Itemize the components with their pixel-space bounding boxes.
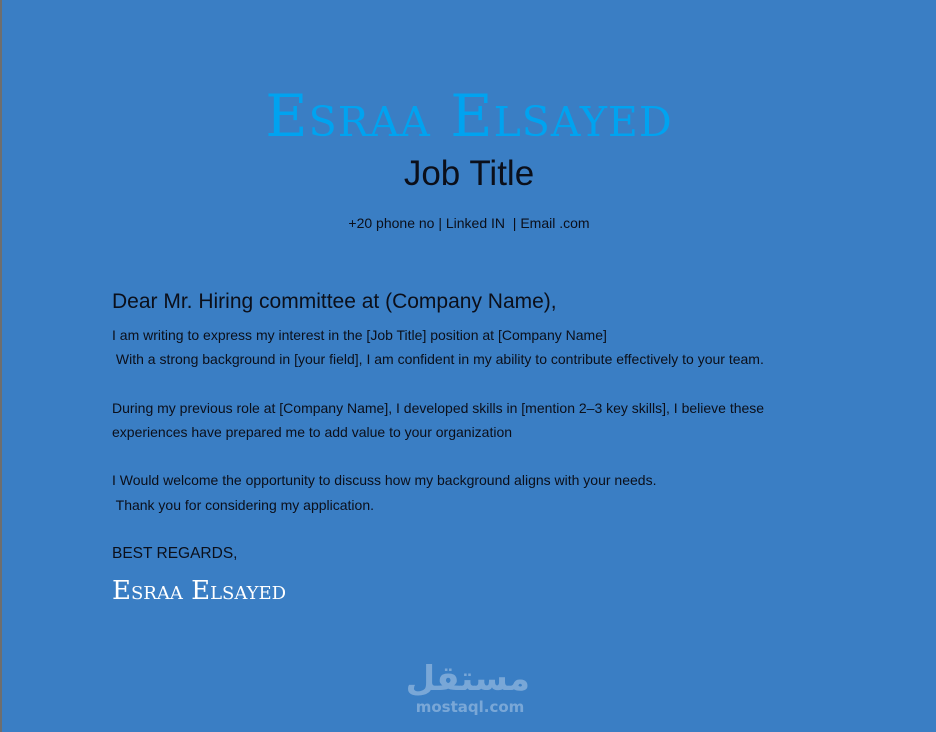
watermark-site: mostaql.com bbox=[415, 698, 525, 716]
job-title: Job Title bbox=[403, 154, 535, 193]
mostaql-watermark bbox=[405, 659, 530, 716]
body-line-4: experiences have prepared me to add value to your organization bbox=[112, 424, 513, 440]
body-line-6: Thank you for considering my application. bbox=[112, 497, 374, 513]
letter-greeting: Dear Mr. Hiring committee at (Company Name), bbox=[112, 290, 557, 313]
applicant-name: Esraa Elsayed bbox=[265, 82, 673, 150]
signature-name: Esraa Elsayed bbox=[112, 576, 287, 606]
watermark-logo: مستقل bbox=[405, 659, 530, 699]
body-line-5: I Would welcome the opportunity to discuss how my background aligns with your needs. bbox=[112, 472, 657, 488]
body-line-2: With a strong background in [your field], I am confident in my ability to contribute effectively to your team. bbox=[112, 351, 764, 367]
body-line-3: During my previous role at [Company Name], I developed skills in [mention 2–3 key skills], I believe these bbox=[112, 400, 765, 416]
letter-closing: BEST REGARDS, bbox=[112, 545, 238, 562]
body-line-1: I am writing to express my interest in the [Job Title] position at [Company Name] bbox=[112, 327, 607, 343]
letter-page bbox=[2, 0, 936, 732]
contact-line: +20 phone no | Linked IN | Email .com bbox=[348, 215, 590, 231]
